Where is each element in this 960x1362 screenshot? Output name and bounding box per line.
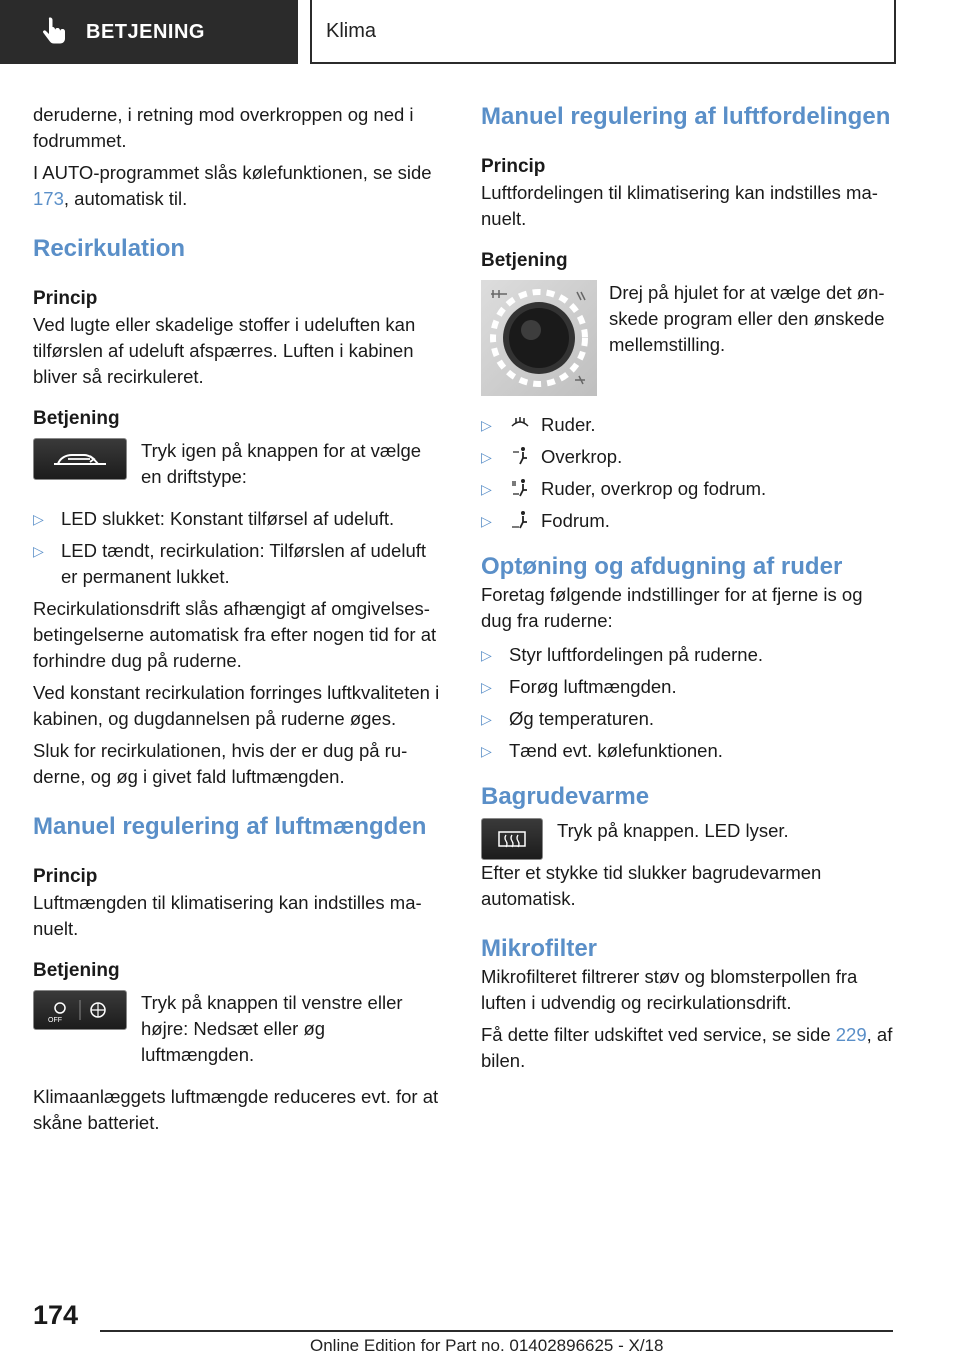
auto-paragraph	[33, 160, 443, 212]
rear-heat-text	[557, 818, 893, 850]
recirc-paragraph-3: Sluk for recirkulationen, hvis der er dug på ruderne, og øg i givet fald luftmængden.	[33, 740, 408, 787]
chapter-tab[interactable]	[310, 0, 896, 64]
recirc-button-row	[33, 438, 443, 490]
microfilter-text-post: , af bilen.	[481, 1024, 893, 1071]
list-item	[481, 706, 893, 732]
knob-row	[481, 280, 893, 396]
mengde-princip-text: Luftmængden til klimatisering kan indstilles manuelt.	[33, 892, 422, 939]
triangle-bullet-icon: ▷	[481, 711, 492, 727]
list-item	[481, 444, 893, 470]
microfilter-text-1: Mikrofilteret filtrerer støv og blomsterpollen fra luften i udvendig og recirkulationsdrift.	[481, 966, 858, 1013]
air-quantity-heading: Manuel regulering af luftmængden	[33, 813, 427, 840]
recirc-betjening-text: Tryk igen på knappen for at vælge en driftstype:	[141, 440, 422, 487]
list-item	[481, 674, 893, 700]
triangle-bullet-icon: ▷	[33, 543, 44, 559]
rear-defrost-icon	[495, 828, 529, 850]
mengde-princip-heading: Princip	[33, 866, 98, 887]
page-number: 174	[33, 1300, 79, 1330]
recirculation-heading: Recirkulation	[33, 235, 186, 262]
mengde-betjening-text: Tryk på knappen til venstre eller højre: Nedsæt eller øg luftmængden.	[141, 992, 403, 1065]
list-item-text: LED slukket: Konstant tilførsel af udeluft.	[61, 508, 395, 529]
rotary-knob-icon	[481, 280, 597, 396]
mengde-betjening-heading: Betjening	[33, 960, 120, 981]
distribution-list	[481, 412, 893, 534]
triangle-bullet-icon: ▷	[481, 449, 492, 465]
list-item-text: Ruder.	[541, 414, 596, 435]
fordeling-betjening-heading: Betjening	[481, 250, 568, 271]
fan-speed-icon	[40, 996, 120, 1024]
list-item	[33, 538, 443, 590]
left-column	[33, 102, 443, 1142]
microfilter-heading: Mikrofilter	[481, 935, 598, 962]
list-item-text: Tænd evt. kølefunktionen.	[509, 740, 723, 761]
rear-window-heating-heading: Bagrudevarme	[481, 783, 650, 810]
fan-button-image	[33, 990, 127, 1030]
intro-paragraph: deruderne, i retning mod overkroppen og ned i fodrummet.	[33, 104, 414, 151]
recirc-princip-heading: Princip	[33, 288, 98, 309]
recirculation-car-icon	[48, 448, 112, 470]
distribution-knob-image	[481, 280, 597, 396]
triangle-bullet-icon: ▷	[481, 647, 492, 663]
list-item	[481, 642, 893, 668]
edition-text: Online Edition for Part no. 01402896625 - X/18	[310, 1336, 664, 1355]
defrost-list	[481, 642, 893, 764]
section-title: BETJENING	[86, 20, 205, 43]
page-link-173[interactable]: 173	[33, 188, 64, 209]
triangle-bullet-icon: ▷	[481, 481, 492, 497]
footer-divider	[100, 1330, 893, 1332]
rear-heat-text-1: Tryk på knappen. LED lyser.	[557, 820, 789, 841]
triangle-bullet-icon: ▷	[481, 513, 492, 529]
rear-heat-text-2: Efter et stykke tid slukker bagrudevarmen automatisk.	[481, 862, 822, 909]
list-item	[481, 476, 893, 502]
rear-heat-button-row	[481, 818, 893, 860]
recirc-betjening-heading: Betjening	[33, 408, 120, 429]
fan-button-row	[33, 990, 443, 1068]
fordeling-princip-text: Luftfordelingen til klimatisering kan indstilles manuelt.	[481, 182, 878, 229]
triangle-bullet-icon: ▷	[481, 679, 492, 695]
rear-window-heating-button-image	[481, 818, 543, 860]
upper-body-airflow-icon	[509, 446, 531, 466]
list-item-text: Overkrop.	[541, 446, 623, 467]
defrost-text: Foretag følgende indstillinger for at fjerne is og dug fra ruderne:	[481, 584, 863, 631]
list-item	[481, 738, 893, 764]
auto-text-pre: I AUTO-programmet slås kølefunktionen, se side	[33, 162, 432, 183]
hand-pointer-icon	[40, 17, 70, 47]
list-item	[481, 412, 893, 438]
defrost-heading: Optøning og afdugning af ruder	[481, 553, 843, 580]
chapter-title: Klima	[326, 19, 377, 42]
triangle-bullet-icon: ▷	[33, 511, 44, 527]
list-item-text: LED tændt, recirkulation: Tilførslen af udeluft er permanent lukket.	[61, 540, 427, 587]
list-item	[481, 508, 893, 534]
fordeling-betjening-text: Drej på hjulet for at vælge det ønskede program eller den ønskede mellemstilling.	[609, 282, 885, 355]
section-tab[interactable]	[0, 0, 298, 64]
fan-off-label: OFF	[48, 1017, 62, 1024]
recirc-princip-text: Ved lugte eller skadelige stoffer i udeluften kan tilførslen af udeluft afspærres. Luften i kabinen bliver så recirkuleret.	[33, 314, 416, 387]
recirc-paragraph-2: Ved konstant recirkulation forringes luftkvaliteten i kabinen, og dugdannelsen på ruderne øges.	[33, 682, 440, 729]
microfilter-text-2	[481, 1022, 893, 1074]
air-distribution-heading: Manuel regulering af luftfordelingen	[481, 103, 891, 130]
microfilter-text-pre: Få dette filter udskiftet ved service, se side	[481, 1024, 836, 1045]
list-item-text: Fodrum.	[541, 510, 610, 531]
page-header	[0, 0, 960, 68]
recirc-list	[33, 506, 443, 590]
page-footer	[0, 1290, 960, 1362]
list-item-text: Styr luftfordelingen på ruderne.	[509, 644, 764, 665]
right-column	[481, 102, 893, 1080]
list-item-text: Øg temperaturen.	[509, 708, 654, 729]
list-item-text: Forøg luftmængden.	[509, 676, 677, 697]
triangle-bullet-icon: ▷	[481, 417, 492, 433]
windshield-icon	[509, 414, 531, 434]
footwell-airflow-icon	[509, 510, 531, 530]
auto-text-post: , automatisk til.	[63, 188, 188, 209]
fordeling-princip-heading: Princip	[481, 156, 546, 177]
list-item-text: Ruder, overkrop og fodrum.	[541, 478, 767, 499]
list-item	[33, 506, 443, 532]
all-zones-airflow-icon	[509, 478, 531, 498]
mengde-paragraph: Klimaanlæggets luftmængde reduceres evt. for at skåne batteriet.	[33, 1086, 439, 1133]
recirculation-button-image	[33, 438, 127, 480]
recirc-paragraph-1: Recirkulationsdrift slås afhængigt af omgivelsesbetingelserne automatisk fra efter nogen tid for at forhindre dug på ruderne.	[33, 598, 437, 671]
triangle-bullet-icon: ▷	[481, 743, 492, 759]
page-link-229[interactable]: 229	[835, 1024, 867, 1045]
